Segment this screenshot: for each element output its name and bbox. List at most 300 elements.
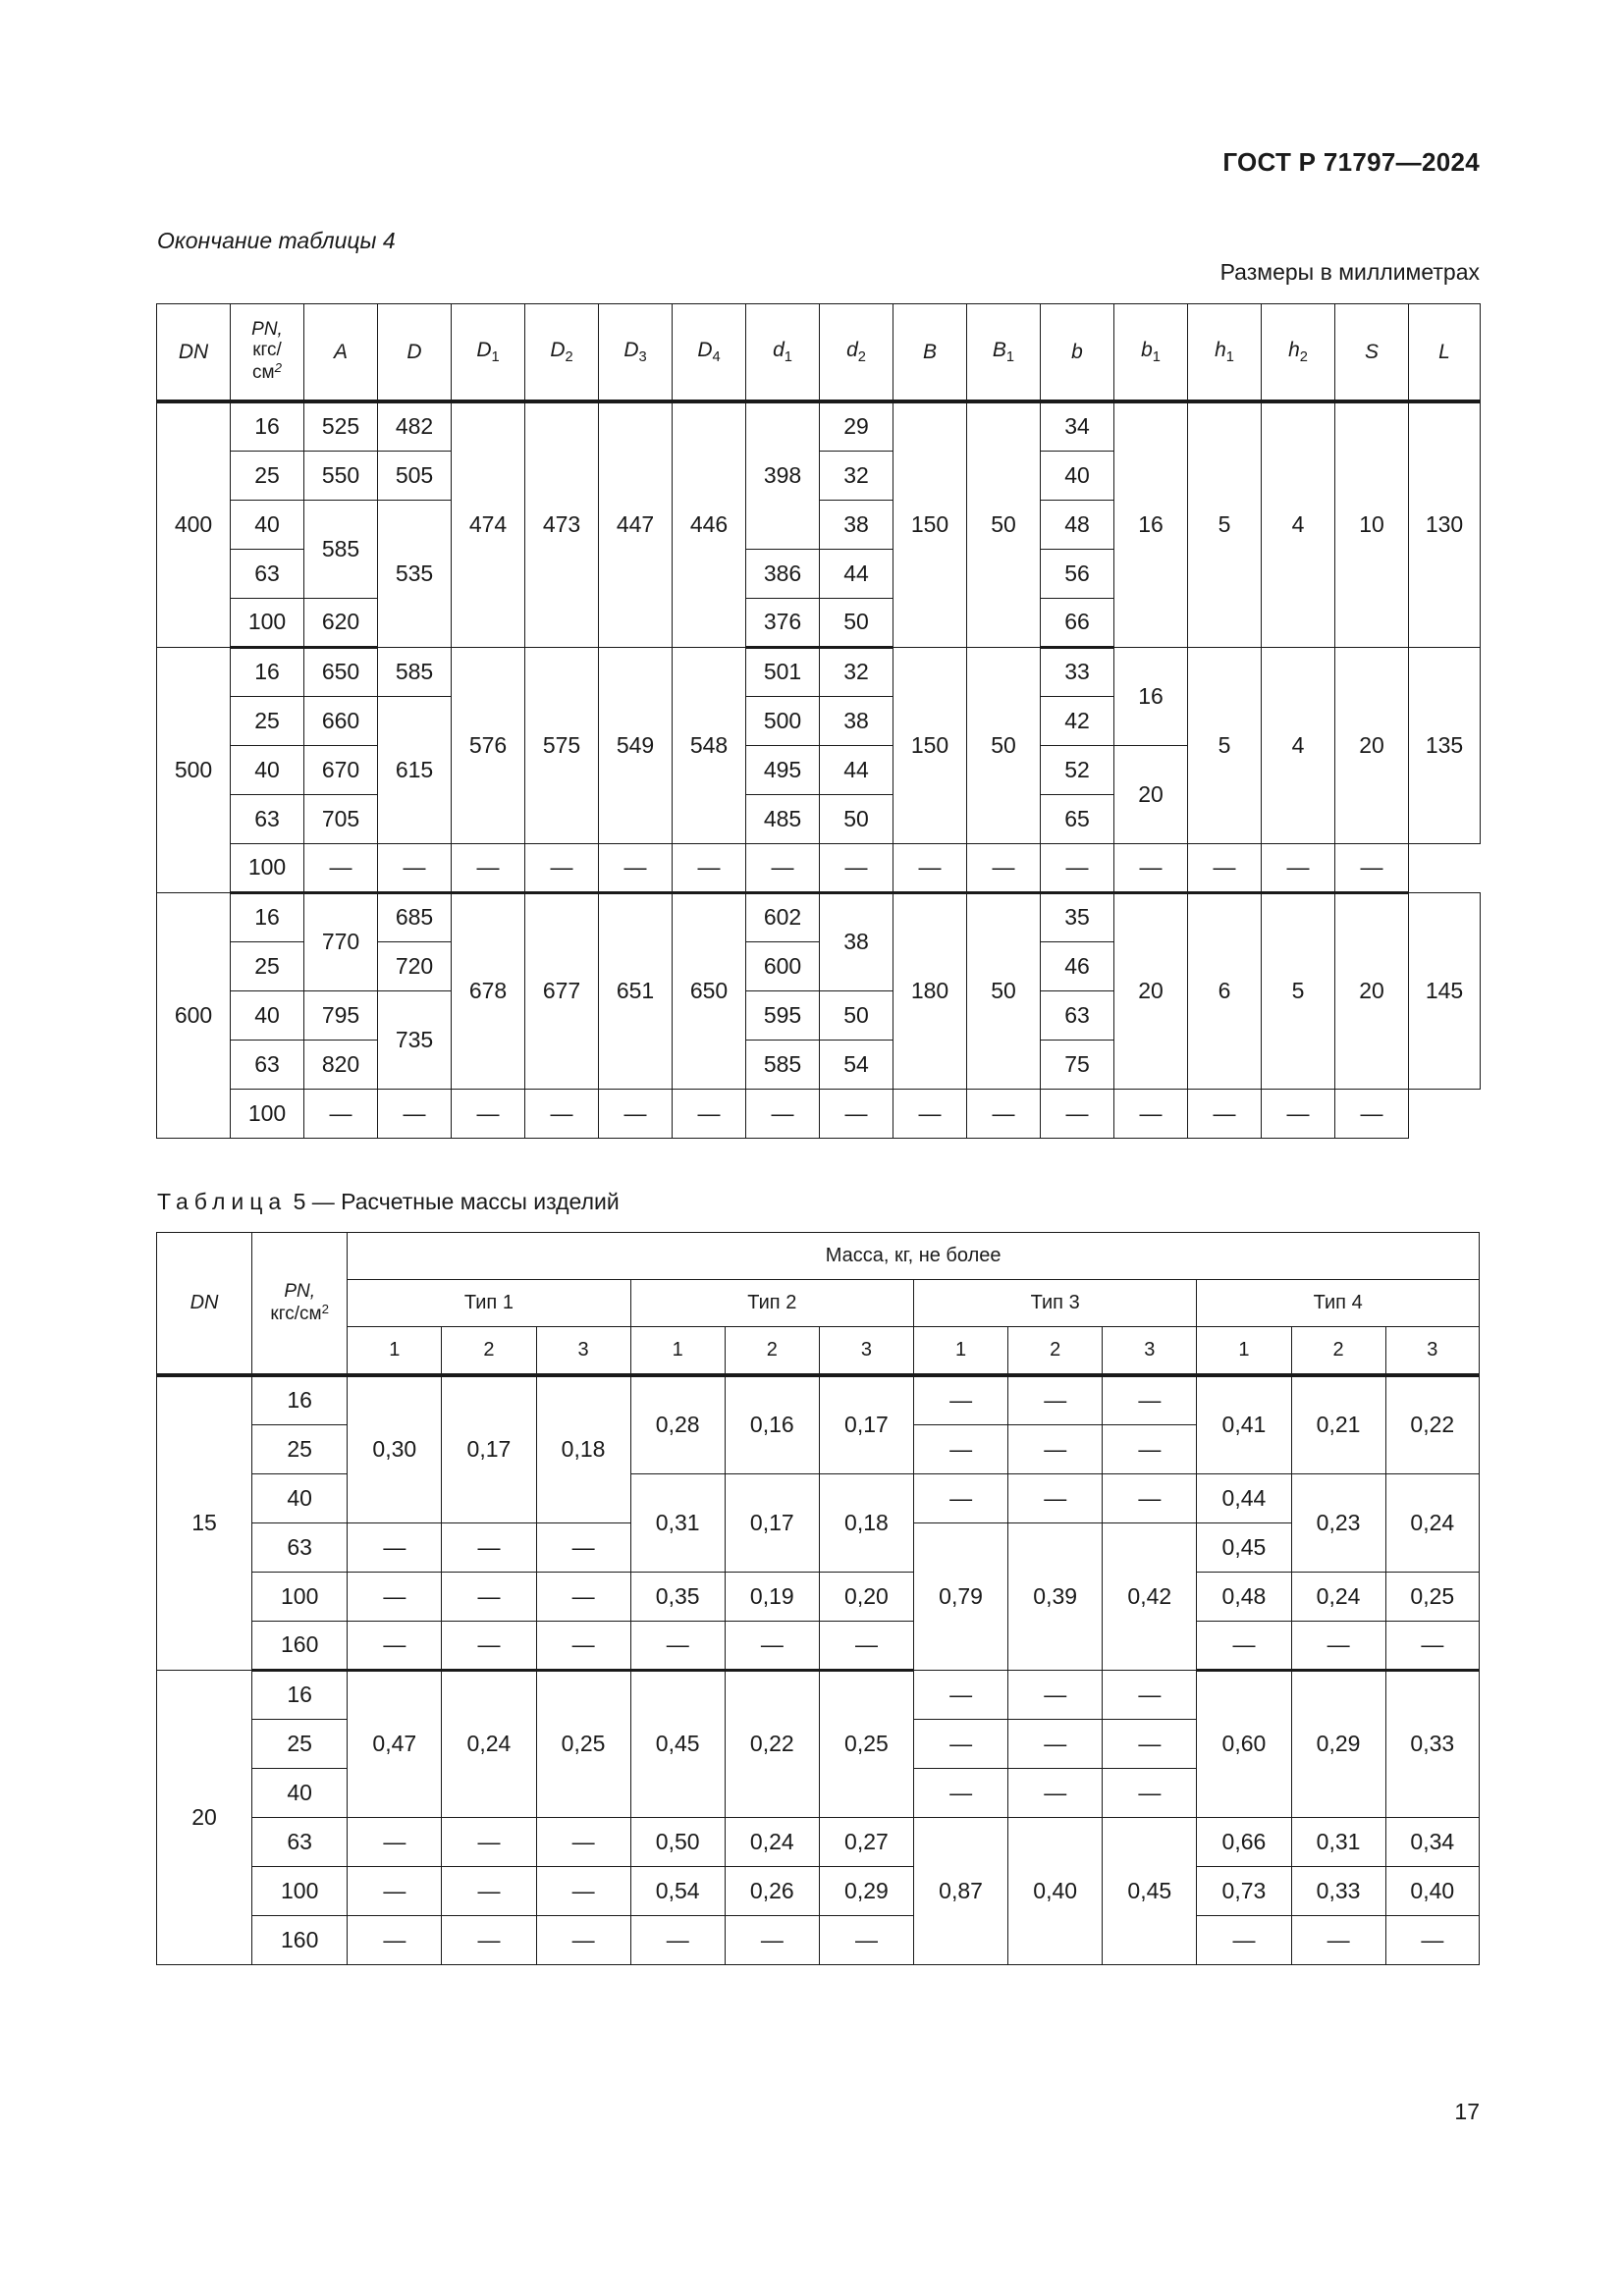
cell-a: 585 bbox=[304, 500, 378, 598]
cell-dash: — bbox=[820, 843, 893, 892]
cell-mass: 0,34 bbox=[1385, 1817, 1479, 1866]
table-row bbox=[157, 1866, 1480, 1915]
cell-dash: — bbox=[378, 1089, 452, 1138]
cell-d1-lower: 376 bbox=[746, 598, 820, 647]
cell-b-lower: 34 bbox=[1041, 401, 1114, 451]
cell-dash: — bbox=[599, 1089, 673, 1138]
cell-dash: — bbox=[442, 1572, 536, 1621]
cell-dn: 20 bbox=[157, 1670, 252, 1964]
cell-mass: 0,26 bbox=[725, 1866, 819, 1915]
cell-dash: — bbox=[630, 1621, 725, 1670]
table4 bbox=[156, 303, 1481, 1139]
cell-mass: 0,50 bbox=[630, 1817, 725, 1866]
cell-mass: 0,45 bbox=[1197, 1522, 1291, 1572]
table-row bbox=[157, 1670, 1480, 1719]
cell-b-upper: 150 bbox=[893, 647, 967, 843]
table4-continuation-caption: Окончание таблицы 4 bbox=[157, 228, 396, 253]
cell-d3-upper: 549 bbox=[599, 647, 673, 843]
cell-b1-lower: 20 bbox=[1114, 745, 1188, 843]
cell-mass: 0,39 bbox=[1008, 1522, 1103, 1670]
cell-d2-lower: 44 bbox=[820, 549, 893, 598]
cell-mass: 0,60 bbox=[1197, 1670, 1291, 1817]
cell-dash: — bbox=[525, 1089, 599, 1138]
cell-mass: 0,22 bbox=[1385, 1375, 1479, 1473]
cell-pn: 63 bbox=[231, 794, 304, 843]
cell-dash: — bbox=[914, 1768, 1008, 1817]
cell-dash: — bbox=[348, 1915, 442, 1964]
table-row bbox=[157, 1915, 1480, 1964]
cell-mass: 0,48 bbox=[1197, 1572, 1291, 1621]
cell-pn: 63 bbox=[252, 1522, 348, 1572]
cell-a: 620 bbox=[304, 598, 378, 647]
cell-a: 705 bbox=[304, 794, 378, 843]
cell-pn: 16 bbox=[252, 1670, 348, 1719]
cell-dash: — bbox=[442, 1522, 536, 1572]
cell-mass: 0,25 bbox=[536, 1670, 630, 1817]
col-header-d3-upper: $D_3$ bbox=[599, 304, 673, 402]
col-header-sub: 2 bbox=[1008, 1327, 1103, 1376]
cell-d1-upper: 576 bbox=[452, 647, 525, 843]
cell-mass: 0,21 bbox=[1291, 1375, 1385, 1473]
cell-a: 795 bbox=[304, 990, 378, 1040]
col-header-sub: 3 bbox=[819, 1327, 913, 1376]
cell-dash: — bbox=[348, 1522, 442, 1572]
cell-pn: 25 bbox=[252, 1719, 348, 1768]
cell-dash: — bbox=[442, 1817, 536, 1866]
cell-b-lower: 42 bbox=[1041, 696, 1114, 745]
cell-mass: 0,18 bbox=[536, 1375, 630, 1522]
cell-dash: — bbox=[599, 843, 673, 892]
cell-d: 505 bbox=[378, 451, 452, 500]
cell-dash: — bbox=[893, 843, 967, 892]
cell-dash: — bbox=[1291, 1915, 1385, 1964]
cell-pn: 40 bbox=[231, 500, 304, 549]
table-row bbox=[157, 1817, 1480, 1866]
col-header-d1-upper: $D_1$ bbox=[452, 304, 525, 402]
cell-d: 585 bbox=[378, 647, 452, 696]
col-header-dn: DN bbox=[157, 304, 231, 402]
cell-pn: 16 bbox=[231, 647, 304, 696]
cell-pn: 40 bbox=[231, 745, 304, 794]
cell-dash: — bbox=[536, 1621, 630, 1670]
cell-b-lower: 75 bbox=[1041, 1040, 1114, 1089]
table5 bbox=[156, 1232, 1480, 1965]
cell-a: 525 bbox=[304, 401, 378, 451]
table4-units-note: Размеры в миллиметрах bbox=[1219, 259, 1480, 285]
cell-h2: 4 bbox=[1262, 401, 1335, 647]
cell-mass: 0,41 bbox=[1197, 1375, 1291, 1473]
cell-h2: 5 bbox=[1262, 892, 1335, 1089]
col-header-sub: 2 bbox=[725, 1327, 819, 1376]
cell-mass: 0,24 bbox=[1385, 1473, 1479, 1572]
cell-d4-upper: 548 bbox=[673, 647, 746, 843]
cell-mass: 0,22 bbox=[725, 1670, 819, 1817]
cell-mass: 0,66 bbox=[1197, 1817, 1291, 1866]
table-row bbox=[157, 892, 1481, 941]
cell-dash: — bbox=[1008, 1375, 1103, 1424]
cell-d1-lower: 595 bbox=[746, 990, 820, 1040]
cell-dash: — bbox=[819, 1621, 913, 1670]
col-header-d1-lower: $d_1$ bbox=[746, 304, 820, 402]
cell-pn: 40 bbox=[231, 990, 304, 1040]
cell-pn: 63 bbox=[231, 549, 304, 598]
cell-d2-lower: 44 bbox=[820, 745, 893, 794]
cell-b1-lower: 20 bbox=[1114, 892, 1188, 1089]
cell-pn: 160 bbox=[252, 1621, 348, 1670]
cell-dash: — bbox=[819, 1915, 913, 1964]
cell-h2: 4 bbox=[1262, 647, 1335, 843]
cell-dash: — bbox=[914, 1473, 1008, 1522]
cell-mass: 0,40 bbox=[1385, 1866, 1479, 1915]
cell-mass: 0,24 bbox=[442, 1670, 536, 1817]
table-row bbox=[157, 647, 1481, 696]
cell-dash: — bbox=[1114, 1089, 1188, 1138]
cell-dash: — bbox=[1103, 1719, 1197, 1768]
cell-b1-upper: 50 bbox=[967, 401, 1041, 647]
cell-b1-lower: 16 bbox=[1114, 647, 1188, 745]
cell-d: 615 bbox=[378, 696, 452, 843]
cell-d2-lower: 38 bbox=[820, 500, 893, 549]
cell-dash: — bbox=[914, 1375, 1008, 1424]
col-header-s: S bbox=[1335, 304, 1409, 402]
cell-d2-lower: 50 bbox=[820, 990, 893, 1040]
cell-b-lower: 35 bbox=[1041, 892, 1114, 941]
cell-dn: 500 bbox=[157, 647, 231, 892]
cell-mass: 0,73 bbox=[1197, 1866, 1291, 1915]
cell-d2-lower: 32 bbox=[820, 647, 893, 696]
cell-s: 20 bbox=[1335, 647, 1409, 843]
cell-dash: — bbox=[1008, 1670, 1103, 1719]
cell-b-upper: 150 bbox=[893, 401, 967, 647]
cell-d1-lower: 600 bbox=[746, 941, 820, 990]
cell-mass: 0,16 bbox=[725, 1375, 819, 1473]
cell-l: 130 bbox=[1409, 401, 1481, 647]
cell-dash: — bbox=[725, 1915, 819, 1964]
cell-dash: — bbox=[304, 843, 378, 892]
cell-pn: 100 bbox=[231, 598, 304, 647]
cell-a: 660 bbox=[304, 696, 378, 745]
cell-a: 650 bbox=[304, 647, 378, 696]
cell-dash: — bbox=[536, 1522, 630, 1572]
cell-dash: — bbox=[442, 1915, 536, 1964]
cell-dash: — bbox=[1103, 1768, 1197, 1817]
cell-b-lower: 65 bbox=[1041, 794, 1114, 843]
cell-dn: 400 bbox=[157, 401, 231, 647]
cell-d: 685 bbox=[378, 892, 452, 941]
cell-l: 135 bbox=[1409, 647, 1481, 843]
cell-dash: — bbox=[1197, 1915, 1291, 1964]
cell-dash: — bbox=[1041, 1089, 1114, 1138]
cell-dash: — bbox=[914, 1424, 1008, 1473]
col-header-sub: 3 bbox=[536, 1327, 630, 1376]
cell-mass: 0,17 bbox=[725, 1473, 819, 1572]
cell-dash: — bbox=[893, 1089, 967, 1138]
cell-mass: 0,31 bbox=[1291, 1817, 1385, 1866]
cell-b-lower: 46 bbox=[1041, 941, 1114, 990]
cell-d: 535 bbox=[378, 500, 452, 647]
cell-dash: — bbox=[673, 1089, 746, 1138]
table-row bbox=[157, 1089, 1481, 1138]
table-row bbox=[157, 843, 1481, 892]
col-header-h2: $h_2$ bbox=[1262, 304, 1335, 402]
cell-dash: — bbox=[1008, 1768, 1103, 1817]
cell-s: 20 bbox=[1335, 892, 1409, 1089]
col-header-sub: 1 bbox=[630, 1327, 725, 1376]
cell-dash: — bbox=[1103, 1424, 1197, 1473]
cell-dash: — bbox=[1114, 843, 1188, 892]
cell-mass: 0,17 bbox=[819, 1375, 913, 1473]
cell-pn: 160 bbox=[252, 1915, 348, 1964]
cell-pn: 40 bbox=[252, 1473, 348, 1522]
cell-mass: 0,35 bbox=[630, 1572, 725, 1621]
cell-dash: — bbox=[452, 1089, 525, 1138]
col-header-l: L bbox=[1409, 304, 1481, 402]
cell-pn: 100 bbox=[231, 843, 304, 892]
cell-mass: 0,79 bbox=[914, 1522, 1008, 1670]
col-header-pn: PN, кгс/$см^2$ bbox=[252, 1233, 348, 1376]
cell-dash: — bbox=[348, 1817, 442, 1866]
cell-a: 820 bbox=[304, 1040, 378, 1089]
cell-dash: — bbox=[1103, 1473, 1197, 1522]
cell-d1-lower: 495 bbox=[746, 745, 820, 794]
cell-h1: 5 bbox=[1188, 401, 1262, 647]
cell-mass: 0,45 bbox=[630, 1670, 725, 1817]
cell-l: 145 bbox=[1409, 892, 1481, 1089]
cell-mass: 0,30 bbox=[348, 1375, 442, 1522]
cell-b-lower: 66 bbox=[1041, 598, 1114, 647]
cell-dash: — bbox=[746, 843, 820, 892]
cell-d1-lower: 501 bbox=[746, 647, 820, 696]
col-header-type-2: Тип 2 bbox=[630, 1280, 913, 1327]
cell-b-upper: 180 bbox=[893, 892, 967, 1089]
cell-d3-upper: 651 bbox=[599, 892, 673, 1089]
col-header-sub: 2 bbox=[442, 1327, 536, 1376]
cell-pn: 25 bbox=[231, 696, 304, 745]
table-row bbox=[157, 1375, 1480, 1424]
cell-dash: — bbox=[1197, 1621, 1291, 1670]
cell-mass: 0,87 bbox=[914, 1817, 1008, 1964]
cell-pn: 100 bbox=[231, 1089, 304, 1138]
cell-mass: 0,23 bbox=[1291, 1473, 1385, 1572]
col-header-d2-upper: $D_2$ bbox=[525, 304, 599, 402]
col-header-type-4: Тип 4 bbox=[1197, 1280, 1480, 1327]
cell-dash: — bbox=[1103, 1375, 1197, 1424]
cell-mass: 0,24 bbox=[1291, 1572, 1385, 1621]
cell-a: 550 bbox=[304, 451, 378, 500]
cell-dash: — bbox=[914, 1670, 1008, 1719]
cell-b1-upper: 50 bbox=[967, 647, 1041, 843]
cell-dash: — bbox=[1262, 1089, 1335, 1138]
cell-dash: — bbox=[967, 843, 1041, 892]
cell-d1-upper: 474 bbox=[452, 401, 525, 647]
cell-dash: — bbox=[536, 1915, 630, 1964]
cell-mass: 0,44 bbox=[1197, 1473, 1291, 1522]
cell-dash: — bbox=[536, 1572, 630, 1621]
cell-dn: 15 bbox=[157, 1375, 252, 1670]
cell-dash: — bbox=[1008, 1719, 1103, 1768]
table5-caption: Таблица 5 — Расчетные массы изделий bbox=[157, 1189, 620, 1214]
cell-pn: 100 bbox=[252, 1572, 348, 1621]
cell-b-lower: 52 bbox=[1041, 745, 1114, 794]
col-header-d2-lower: $d_2$ bbox=[820, 304, 893, 402]
cell-d2-upper: 575 bbox=[525, 647, 599, 843]
cell-pn: 25 bbox=[231, 451, 304, 500]
col-header-dn: DN bbox=[157, 1233, 252, 1376]
cell-dash: — bbox=[914, 1719, 1008, 1768]
cell-mass: 0,28 bbox=[630, 1375, 725, 1473]
cell-mass: 0,47 bbox=[348, 1670, 442, 1817]
cell-mass: 0,27 bbox=[819, 1817, 913, 1866]
cell-dash: — bbox=[746, 1089, 820, 1138]
cell-mass: 0,33 bbox=[1291, 1866, 1385, 1915]
cell-d1-lower: 386 bbox=[746, 549, 820, 598]
cell-a: 770 bbox=[304, 892, 378, 990]
table-row bbox=[157, 1621, 1480, 1670]
cell-dash: — bbox=[1385, 1621, 1479, 1670]
cell-d2-upper: 473 bbox=[525, 401, 599, 647]
cell-mass: 0,19 bbox=[725, 1572, 819, 1621]
cell-dash: — bbox=[348, 1866, 442, 1915]
cell-d1-lower: 602 bbox=[746, 892, 820, 941]
cell-a: 670 bbox=[304, 745, 378, 794]
cell-pn: 63 bbox=[252, 1817, 348, 1866]
table-row bbox=[157, 1572, 1480, 1621]
cell-dash: — bbox=[442, 1866, 536, 1915]
col-header-sub: 3 bbox=[1385, 1327, 1479, 1376]
cell-dash: — bbox=[1291, 1621, 1385, 1670]
cell-dash: — bbox=[1262, 843, 1335, 892]
cell-b-lower: 33 bbox=[1041, 647, 1114, 696]
cell-d1-lower: 485 bbox=[746, 794, 820, 843]
cell-dash: — bbox=[630, 1915, 725, 1964]
col-header-type-3: Тип 3 bbox=[914, 1280, 1197, 1327]
table-row bbox=[157, 401, 1481, 451]
col-header-b-upper: B bbox=[893, 304, 967, 402]
cell-b-lower: 48 bbox=[1041, 500, 1114, 549]
cell-pn: 25 bbox=[252, 1424, 348, 1473]
cell-mass: 0,17 bbox=[442, 1375, 536, 1522]
cell-dash: — bbox=[348, 1572, 442, 1621]
cell-d: 720 bbox=[378, 941, 452, 990]
cell-dash: — bbox=[1385, 1915, 1479, 1964]
col-header-b1-upper: $B_1$ bbox=[967, 304, 1041, 402]
cell-dash: — bbox=[1103, 1670, 1197, 1719]
cell-dash: — bbox=[1008, 1424, 1103, 1473]
cell-d2-lower: 50 bbox=[820, 794, 893, 843]
col-header-pn: PN, кгс/ $см^2$ bbox=[231, 304, 304, 402]
cell-h1: 5 bbox=[1188, 647, 1262, 843]
cell-mass: 0,18 bbox=[819, 1473, 913, 1572]
col-header-d: D bbox=[378, 304, 452, 402]
cell-b1-lower: 16 bbox=[1114, 401, 1188, 647]
cell-d2-upper: 677 bbox=[525, 892, 599, 1089]
cell-d3-upper: 447 bbox=[599, 401, 673, 647]
cell-dash: — bbox=[348, 1621, 442, 1670]
cell-d1-lower: 585 bbox=[746, 1040, 820, 1089]
cell-pn: 16 bbox=[231, 401, 304, 451]
col-header-b1-lower: $b_1$ bbox=[1114, 304, 1188, 402]
cell-pn: 25 bbox=[231, 941, 304, 990]
cell-dash: — bbox=[1188, 843, 1262, 892]
cell-d2-lower: 32 bbox=[820, 451, 893, 500]
col-header-sub: 1 bbox=[348, 1327, 442, 1376]
cell-dash: — bbox=[536, 1817, 630, 1866]
cell-dn: 600 bbox=[157, 892, 231, 1138]
cell-mass: 0,20 bbox=[819, 1572, 913, 1621]
cell-dash: — bbox=[1008, 1473, 1103, 1522]
cell-pn: 40 bbox=[252, 1768, 348, 1817]
cell-d2-lower: 54 bbox=[820, 1040, 893, 1089]
cell-pn: 16 bbox=[252, 1375, 348, 1424]
cell-dash: — bbox=[673, 843, 746, 892]
col-header-sub: 2 bbox=[1291, 1327, 1385, 1376]
cell-dash: — bbox=[967, 1089, 1041, 1138]
cell-mass: 0,24 bbox=[725, 1817, 819, 1866]
cell-dash: — bbox=[1041, 843, 1114, 892]
col-header-a: A bbox=[304, 304, 378, 402]
cell-dash: — bbox=[304, 1089, 378, 1138]
cell-mass: 0,31 bbox=[630, 1473, 725, 1572]
cell-d: 735 bbox=[378, 990, 452, 1089]
cell-d4-upper: 446 bbox=[673, 401, 746, 647]
cell-d2-lower: 38 bbox=[820, 696, 893, 745]
cell-pn: 100 bbox=[252, 1866, 348, 1915]
cell-dash: — bbox=[725, 1621, 819, 1670]
cell-dash: — bbox=[525, 843, 599, 892]
cell-mass: 0,42 bbox=[1103, 1522, 1197, 1670]
cell-d: 482 bbox=[378, 401, 452, 451]
cell-b1-upper: 50 bbox=[967, 892, 1041, 1089]
cell-d2-lower: 50 bbox=[820, 598, 893, 647]
cell-d4-upper: 650 bbox=[673, 892, 746, 1089]
col-header-type-1: Тип 1 bbox=[348, 1280, 630, 1327]
cell-mass: 0,29 bbox=[1291, 1670, 1385, 1817]
col-header-b-lower: b bbox=[1041, 304, 1114, 402]
cell-d1-lower: 500 bbox=[746, 696, 820, 745]
cell-mass: 0,45 bbox=[1103, 1817, 1197, 1964]
cell-b-lower: 40 bbox=[1041, 451, 1114, 500]
cell-d2-lower: 29 bbox=[820, 401, 893, 451]
cell-b-lower: 56 bbox=[1041, 549, 1114, 598]
col-header-sub: 3 bbox=[1103, 1327, 1197, 1376]
cell-dash: — bbox=[1335, 843, 1409, 892]
col-header-d4-upper: $D_4$ bbox=[673, 304, 746, 402]
cell-dash: — bbox=[1188, 1089, 1262, 1138]
cell-b-lower: 63 bbox=[1041, 990, 1114, 1040]
page-number: 17 bbox=[1454, 2099, 1480, 2124]
cell-h1: 6 bbox=[1188, 892, 1262, 1089]
cell-pn: 63 bbox=[231, 1040, 304, 1089]
cell-dash: — bbox=[820, 1089, 893, 1138]
cell-dash: — bbox=[536, 1866, 630, 1915]
cell-mass: 0,25 bbox=[819, 1670, 913, 1817]
cell-dash: — bbox=[378, 843, 452, 892]
document-code: ГОСТ Р 71797—2024 bbox=[1222, 147, 1480, 177]
col-header-mass: Масса, кг, не более bbox=[348, 1233, 1480, 1280]
cell-s: 10 bbox=[1335, 401, 1409, 647]
cell-dash: — bbox=[1335, 1089, 1409, 1138]
cell-mass: 0,29 bbox=[819, 1866, 913, 1915]
cell-d1-upper: 678 bbox=[452, 892, 525, 1089]
col-header-sub: 1 bbox=[1197, 1327, 1291, 1376]
cell-mass: 0,40 bbox=[1008, 1817, 1103, 1964]
cell-d2-lower: 38 bbox=[820, 892, 893, 990]
col-header-h1: $h_1$ bbox=[1188, 304, 1262, 402]
cell-dash: — bbox=[442, 1621, 536, 1670]
cell-dash: — bbox=[452, 843, 525, 892]
cell-mass: 0,54 bbox=[630, 1866, 725, 1915]
cell-d1-lower: 398 bbox=[746, 401, 820, 549]
